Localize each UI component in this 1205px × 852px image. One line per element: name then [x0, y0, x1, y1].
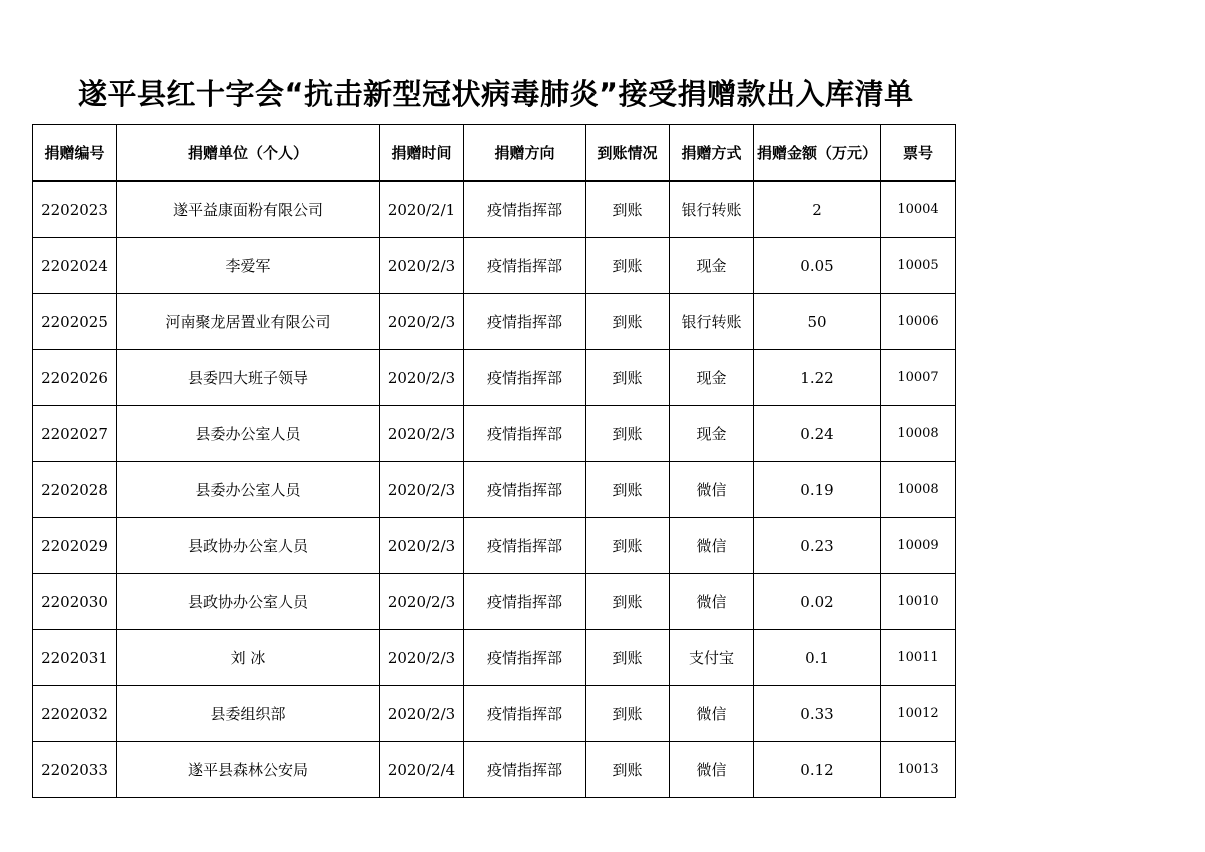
- cell-donor: 县委组织部: [117, 686, 380, 742]
- cell-status: 到账: [586, 294, 670, 350]
- cell-method: 微信: [670, 686, 754, 742]
- cell-status: 到账: [586, 630, 670, 686]
- cell-date: 2020/2/4: [380, 742, 464, 798]
- header-status: 到账情况: [586, 125, 670, 182]
- cell-date: 2020/2/1: [380, 181, 464, 238]
- table-row: [33, 686, 956, 742]
- cell-id: 2202024: [33, 238, 117, 294]
- header-id: 捐赠编号: [33, 125, 117, 182]
- cell-receipt: 10004: [881, 181, 956, 238]
- cell-donor: 遂平县森林公安局: [117, 742, 380, 798]
- cell-id: 2202026: [33, 350, 117, 406]
- cell-receipt: 10007: [881, 350, 956, 406]
- cell-donor: 李爱军: [117, 238, 380, 294]
- table-row: [33, 742, 956, 798]
- cell-direction: 疫情指挥部: [464, 686, 586, 742]
- cell-amount: 50: [754, 294, 881, 350]
- cell-donor: 县政协办公室人员: [117, 518, 380, 574]
- cell-id: 2202032: [33, 686, 117, 742]
- cell-method: 银行转账: [670, 294, 754, 350]
- cell-receipt: 10013: [881, 742, 956, 798]
- cell-status: 到账: [586, 350, 670, 406]
- cell-status: 到账: [586, 686, 670, 742]
- cell-method: 微信: [670, 518, 754, 574]
- cell-method: 微信: [670, 574, 754, 630]
- cell-method: 微信: [670, 462, 754, 518]
- cell-id: 2202029: [33, 518, 117, 574]
- cell-id: 2202033: [33, 742, 117, 798]
- cell-receipt: 10011: [881, 630, 956, 686]
- cell-date: 2020/2/3: [380, 294, 464, 350]
- table-row: [33, 630, 956, 686]
- table-row: [33, 462, 956, 518]
- cell-date: 2020/2/3: [380, 686, 464, 742]
- cell-receipt: 10012: [881, 686, 956, 742]
- table-row: [33, 350, 956, 406]
- cell-amount: 0.12: [754, 742, 881, 798]
- cell-status: 到账: [586, 574, 670, 630]
- cell-method: 支付宝: [670, 630, 754, 686]
- cell-date: 2020/2/3: [380, 350, 464, 406]
- header-direction: 捐赠方向: [464, 125, 586, 182]
- cell-direction: 疫情指挥部: [464, 574, 586, 630]
- cell-donor: 县委办公室人员: [117, 462, 380, 518]
- cell-method: 微信: [670, 742, 754, 798]
- cell-id: 2202028: [33, 462, 117, 518]
- cell-date: 2020/2/3: [380, 406, 464, 462]
- cell-amount: 1.22: [754, 350, 881, 406]
- cell-direction: 疫情指挥部: [464, 406, 586, 462]
- cell-amount: 0.23: [754, 518, 881, 574]
- table-header-row: [33, 125, 956, 182]
- cell-date: 2020/2/3: [380, 238, 464, 294]
- cell-receipt: 10009: [881, 518, 956, 574]
- cell-status: 到账: [586, 238, 670, 294]
- cell-id: 2202023: [33, 181, 117, 238]
- cell-amount: 0.19: [754, 462, 881, 518]
- table-row: [33, 574, 956, 630]
- cell-date: 2020/2/3: [380, 630, 464, 686]
- cell-id: 2202031: [33, 630, 117, 686]
- cell-status: 到账: [586, 462, 670, 518]
- cell-direction: 疫情指挥部: [464, 294, 586, 350]
- cell-status: 到账: [586, 742, 670, 798]
- table-row: [33, 238, 956, 294]
- cell-donor: 遂平益康面粉有限公司: [117, 181, 380, 238]
- cell-id: 2202030: [33, 574, 117, 630]
- cell-receipt: 10010: [881, 574, 956, 630]
- cell-status: 到账: [586, 406, 670, 462]
- cell-donor: 县政协办公室人员: [117, 574, 380, 630]
- cell-receipt: 10005: [881, 238, 956, 294]
- page-title: 遂平县红十字会“抗击新型冠状病毒肺炎”接受捐赠款出入库清单: [78, 77, 914, 111]
- table-row: [33, 181, 956, 238]
- cell-id: 2202025: [33, 294, 117, 350]
- cell-donor: 刘 冰: [117, 630, 380, 686]
- cell-method: 现金: [670, 238, 754, 294]
- cell-direction: 疫情指挥部: [464, 518, 586, 574]
- table-row: [33, 294, 956, 350]
- cell-method: 现金: [670, 406, 754, 462]
- cell-donor: 县委四大班子领导: [117, 350, 380, 406]
- cell-direction: 疫情指挥部: [464, 238, 586, 294]
- donation-table: [32, 124, 956, 798]
- header-amount: 捐赠金额（万元）: [754, 125, 881, 182]
- cell-direction: 疫情指挥部: [464, 181, 586, 238]
- header-date: 捐赠时间: [380, 125, 464, 182]
- cell-receipt: 10006: [881, 294, 956, 350]
- table-row: [33, 406, 956, 462]
- cell-direction: 疫情指挥部: [464, 462, 586, 518]
- cell-receipt: 10008: [881, 406, 956, 462]
- cell-amount: 0.33: [754, 686, 881, 742]
- cell-id: 2202027: [33, 406, 117, 462]
- cell-amount: 2: [754, 181, 881, 238]
- header-donor: 捐赠单位（个人）: [117, 125, 380, 182]
- cell-direction: 疫情指挥部: [464, 350, 586, 406]
- cell-amount: 0.1: [754, 630, 881, 686]
- cell-status: 到账: [586, 518, 670, 574]
- header-receipt: 票号: [881, 125, 956, 182]
- cell-status: 到账: [586, 181, 670, 238]
- table-row: [33, 518, 956, 574]
- cell-donor: 县委办公室人员: [117, 406, 380, 462]
- cell-receipt: 10008: [881, 462, 956, 518]
- cell-date: 2020/2/3: [380, 462, 464, 518]
- cell-method: 现金: [670, 350, 754, 406]
- cell-date: 2020/2/3: [380, 574, 464, 630]
- header-method: 捐赠方式: [670, 125, 754, 182]
- cell-amount: 0.24: [754, 406, 881, 462]
- cell-donor: 河南聚龙居置业有限公司: [117, 294, 380, 350]
- cell-direction: 疫情指挥部: [464, 742, 586, 798]
- cell-direction: 疫情指挥部: [464, 630, 586, 686]
- cell-amount: 0.02: [754, 574, 881, 630]
- cell-method: 银行转账: [670, 181, 754, 238]
- cell-amount: 0.05: [754, 238, 881, 294]
- cell-date: 2020/2/3: [380, 518, 464, 574]
